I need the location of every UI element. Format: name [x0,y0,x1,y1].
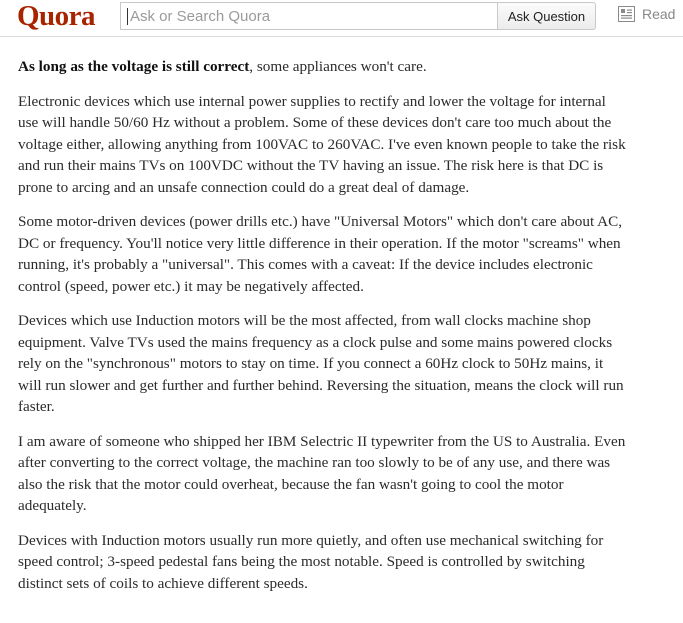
answer-body [18,56,628,607]
text-cursor [127,8,128,25]
read-label: Read [642,6,676,22]
lead-rest-text: , some appliances won't care. [249,58,427,75]
read-link[interactable] [618,6,675,22]
top-navigation-bar [0,0,683,37]
answer-lead-paragraph [18,56,628,78]
read-icon [618,6,635,22]
answer-paragraph-2: Some motor-driven devices (power drills etc.) have "Universal Motors" which don't care about AC, DC or frequency. You'll notice very little difference in their operation. If the motor "screams" when running, it's probably a "universal". This comes with a caveat: If the device includes electronic control (speed, power etc.) it may be negatively affected. [18,213,623,295]
answer-paragraph-5: Devices with Induction motors usually run more quietly, and often use mechanical switching for speed control; 3-speed pedestal fans being the most notable. Speed is controlled by switching distinct sets of coils to achieve different speeds. [18,531,604,592]
ask-question-button[interactable]: Ask Question [497,2,596,30]
answer-paragraph-4: I am aware of someone who shipped her IBM Selectric II typewriter from the US to Australia. Even after converting to the correct voltage, the machine ran too slowly to be of any use, and there was also the risk that the motor could overheat, because the fan wasn't going to cool the motor adequately. [18,432,626,514]
answer-paragraph-3: Devices which use Induction motors will be the most affected, from wall clocks machine shop equipment. Valve TVs used the mains frequency as a clock pulse and some mains powered clocks rely on the "synchronous" motors to stay on time. If you connect a 60Hz clock to 50Hz mains, it will run slower and get further and further behind. Reversing the situation, means the clock will run faster. [18,312,624,415]
search-placeholder: Ask or Search Quora [130,7,271,25]
quora-logo[interactable]: Quora [17,0,96,32]
lead-bold-text: As long as the voltage is still correct [18,58,250,75]
search-input[interactable] [120,2,498,30]
answer-paragraph-1: Electronic devices which use internal power supplies to rectify and lower the voltage for internal use will handle 50/60 Hz without a problem. Some of these devices don't care too much about the voltage either, allowing anything from 100VAC to 260VAC. I've even known people to take the risk and run their mains TVs on 100VDC without the TV having an issue. The risk here is that DC is prone to arcing and an unsafe connection could do a great deal of damage. [18,92,626,196]
